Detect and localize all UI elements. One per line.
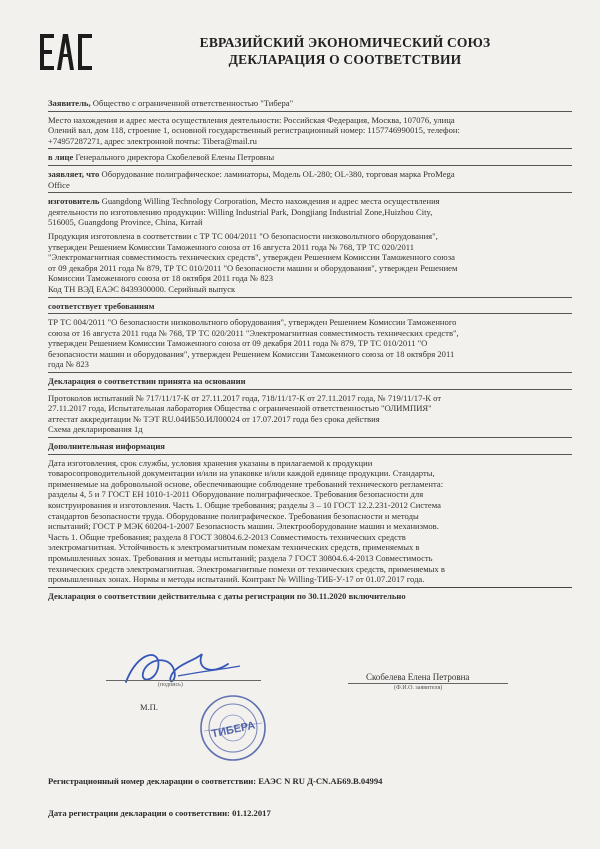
- additional-line: Часть 1. Общие требования; раздела 8 ГОСТ 30804.6.2-2013 Совместимость технических средств: [48, 531, 406, 542]
- additional-line: конструирования и изготовления. Часть 1. Общие требования; разделы 3 – 10 ГОСТ 12.2.231-2012 Система: [48, 500, 441, 510]
- additional-line: испытаний; ГОСТ Р МЭК 60204-1-2007 Безопасность машин. Электрооборудование машин и механизмов.: [48, 521, 439, 532]
- divider: [48, 454, 572, 455]
- additional-line: разделы 4, 5 и 7 ГОСТ ЕН 1010-1-2011 Оборудование полиграфическое. Требования безопасности для: [48, 489, 424, 500]
- production-line: "Электромагнитная совместимость технических средств", утвержден Решением Комиссии Таможенного союза: [48, 252, 455, 263]
- representative-line: [48, 152, 572, 163]
- validity-line: Декларация о соответствии действительна с даты регистрации по 30.11.2020 включительно: [48, 590, 406, 601]
- declares-line: Office: [48, 179, 70, 190]
- registration-number: ЕАЭС N RU Д-CN.АБ69.В.04994: [256, 776, 383, 786]
- applicant-value: Общество с ограниченной ответственностью "Тибера": [90, 98, 294, 108]
- additional-line: товаросопроводительной документации и/или на упаковке и/или каждой единице продукции. Стандарты,: [48, 468, 435, 479]
- manufacturer-label: изготовитель: [48, 196, 100, 207]
- additional-heading: Дополнительная информация: [48, 441, 165, 452]
- requirements-line: ТР ТС 004/2011 "О безопасности низковольтного оборудования", утвержден Решением Комиссии Таможенного: [48, 317, 457, 328]
- divider: [48, 389, 572, 390]
- declares-value: Оборудование полиграфическое: ламинаторы, Модель OL-280; OL-380, торговая марка ProMega: [99, 168, 455, 179]
- registration-label: Регистрационный номер декларации о соответствии:: [48, 776, 257, 786]
- production-line: Продукция изготовлена в соответствии с ТР ТС 004/2011 "О безопасности низковольтного оборудования",: [48, 230, 438, 241]
- name-line: [348, 683, 508, 684]
- declares-label: заявляет, что: [48, 168, 100, 179]
- company-seal-icon: [198, 693, 268, 763]
- seal-place-label: М.П.: [140, 702, 158, 712]
- basis-heading: Декларация о соответствии принята на основании: [48, 376, 246, 387]
- additional-line: стандартов безопасности труда. Оборудование полиграфическое. Требования безопасности и методы: [48, 510, 419, 521]
- union-name: ЕВРАЗИЙСКИЙ ЭКОНОМИЧЕСКИЙ СОЮЗ: [199, 35, 491, 50]
- signature-block: [48, 646, 572, 766]
- additional-line: промышленных зонах. Нормы и методы испытаний. Контракт № Willing-ТИБ-У-17 от 01.07.2017 года.: [48, 574, 425, 585]
- additional-line: применяемые на добровольной основе, обеспечивающие соблюдение требований технического регламента:: [48, 478, 444, 489]
- additional-line: электромагнитная. Устойчивость к электромагнитным помехам технических средств, применяемых в: [48, 542, 420, 553]
- divider: [48, 165, 572, 166]
- production-line: от 09 декабря 2011 года № 879, ТР ТС 010/2011 "О безопасности машин и оборудования", утвержден Решением: [48, 262, 458, 273]
- divider: [48, 297, 572, 298]
- registration-date-label: Дата регистрации декларации о соответствии:: [48, 808, 230, 818]
- svg-text:ТИБЕРА: ТИБЕРА: [210, 719, 257, 741]
- divider: [48, 437, 572, 438]
- signature-icon: [118, 646, 248, 692]
- applicant-label: Заявитель,: [48, 98, 91, 108]
- requirements-heading: соответствует требованиям: [48, 300, 155, 311]
- representative-label: в лице: [48, 152, 74, 163]
- requirements-line: союза от 16 августа 2011 года № 768, ТР ТС 020/2011 "Электромагнитная совместимость технических средств",: [48, 327, 459, 338]
- scheme-line: Схема декларирования 1д: [48, 424, 143, 435]
- divider: [48, 313, 572, 314]
- additional-line: технических средств электромагнитная. Электромагнитные помехи от технических средств, применяемых в: [48, 563, 445, 574]
- divider: [48, 372, 572, 373]
- document-title: [130, 34, 560, 68]
- divider: [48, 587, 572, 588]
- basis-line: Протоколов испытаний № 717/11/17-К от 27.11.2017 года, 718/11/17-К от 27.11.2017 года, № 719/11/17-К от: [48, 392, 442, 403]
- name-caption: (Ф.И.О. заявителя): [394, 685, 443, 691]
- manufacturer-value: Guangdong Willing Technology Corporation, Место нахождения и адрес места осуществления: [99, 196, 440, 207]
- divider: [48, 192, 572, 193]
- declares-line: [48, 169, 572, 180]
- requirements-line: утвержден Решением Комиссии Таможенного союза от 09 декабря 2011 года № 879, ТР ТС 010/2011 "О: [48, 338, 428, 349]
- representative-value: Генерального директора Скобелевой Елены Петровны: [73, 152, 275, 163]
- declaration-title: ДЕКЛАРАЦИЯ О СООТВЕТСТВИИ: [228, 52, 462, 67]
- basis-line: аттестат аккредитации № ТЭТ RU.04ИБ50.ИЛ00024 от 17.07.2017 года без срока действия: [48, 413, 380, 424]
- address-line: +74957287271, адрес электронной почты: Tibera@mail.ru: [48, 135, 257, 146]
- applicant-line: [48, 98, 572, 109]
- additional-line: промышленных зонах. Требования и методы испытаний; раздела 7 ГОСТ 30804.6.4-2013 Совместимость: [48, 552, 433, 563]
- manufacturer-line: [48, 196, 572, 207]
- signature-line: [106, 680, 261, 681]
- signature-caption: (подпись): [158, 682, 183, 688]
- requirements-line: года № 823: [48, 359, 89, 370]
- production-line: утвержден Решением Комиссии Таможенного союза от 16 августа 2011 года № 768, ТР ТС 020/2011: [48, 241, 415, 252]
- declaration-body: [48, 98, 572, 601]
- production-line: Комиссии Таможенного союза от 18 октября 2011 года № 823: [48, 273, 274, 284]
- manufacturer-line: деятельности по изготовлению продукции: Willing Industrial Park, Dongjiang Industrial Zone,Huizhou City,: [48, 206, 433, 217]
- registration-date: 01.12.2017: [229, 808, 271, 818]
- manufacturer-line: 516005, Guangdong Province, China, Китай: [48, 217, 203, 228]
- address-line: Место нахождения и адрес места осуществления деятельности: Российская Федерация, Москва, 107076, улица: [48, 114, 455, 125]
- divider: [48, 148, 572, 149]
- signer-name: Скобелева Елена Петровна: [366, 672, 470, 682]
- basis-line: 27.11.2017 года, Испытательная лаборатория Общества с ограниченной ответственностью "ОЛИМПИЯ": [48, 403, 432, 414]
- requirements-line: безопасности машин и оборудования", утвержден Решением Комиссии Таможенного союза от 18 октября 2011: [48, 348, 455, 359]
- hs-code-line: Код ТН ВЭД ЕАЭС 8439300000. Серийный выпуск: [48, 283, 236, 294]
- additional-line: Дата изготовления, срок службы, условия хранения указаны в прилагаемой к продукции: [48, 457, 373, 468]
- eac-mark-icon: [38, 30, 96, 74]
- registration-number-line: [48, 776, 382, 786]
- divider: [48, 111, 572, 112]
- address-line: Олений вал, дом 118, строение 1, основной государственный регистрационный номер: 1157746990015, телефон:: [48, 125, 460, 136]
- registration-date-line: [48, 808, 271, 818]
